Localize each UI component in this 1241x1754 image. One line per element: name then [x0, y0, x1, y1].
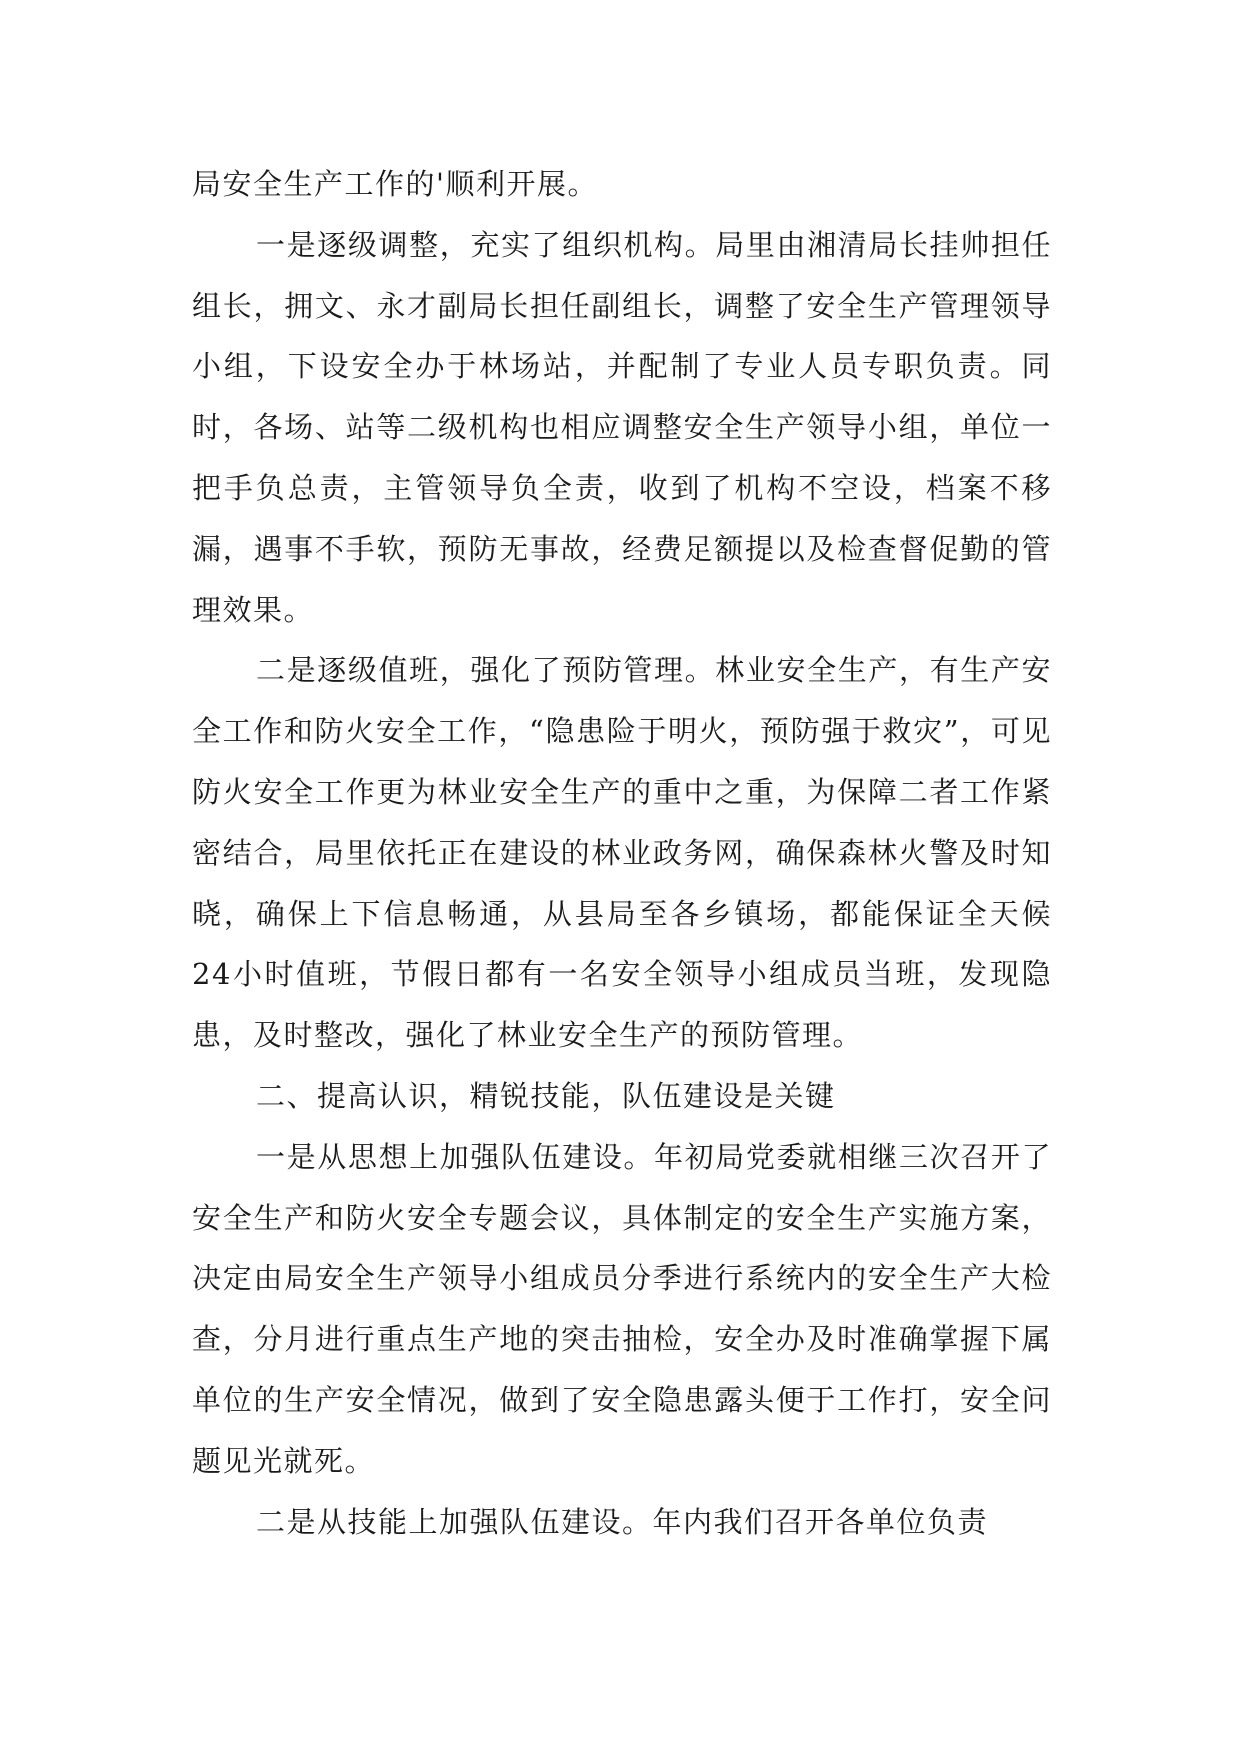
paragraph-duty-shift: 二是逐级值班，强化了预防管理。林业安全生产，有生产安全工作和防火安全工作，“隐患险于明火，预防强于救灾”，可见防火安全工作更为林业安全生产的重中之重，为保障二者工作紧密结合，局里依托正在建设的林业政务网，确保森林火警及时知晓，确保上下信息畅通，从县局至各乡镇场，都能保证全天候24小时值班，节假日都有一名安全领导小组成员当班，发现隐患，及时整改，强化了林业安全生产的预防管理。	[192, 653, 1052, 1053]
paragraph-continuation: 局安全生产工作的'顺利开展。	[192, 167, 598, 201]
document-body	[192, 154, 1052, 1552]
section-heading: 二、提高认识，精锐技能，队伍建设是关键	[256, 1078, 836, 1113]
paragraph-organization: 一是逐级调整，充实了组织机构。局里由湘清局长挂帅担任组长，拥文、永才副局长担任副组长，调整了安全生产管理领导小组，下设安全办于林场站，并配制了专业人员专职负责。同时，各场、站等二级机构也相应调整安全生产领导小组，单位一把手负总责，主管领导负全责，收到了机构不空设，档案不移漏，遇事不手软，预防无事故，经费足额提以及检查督促勤的管理效果。	[192, 227, 1052, 627]
paragraph-skills: 二是从技能上加强队伍建设。年内我们召开各单位负责	[256, 1504, 989, 1539]
paragraph-ideology: 一是从思想上加强队伍建设。年初局党委就相继三次召开了安全生产和防火安全专题会议，具体制定的安全生产实施方案，决定由局安全生产领导小组成员分季进行系统内的安全生产大检查，分月进行重点生产地的突击抽检，安全办及时准确掌握下属单位的生产安全情况，做到了安全隐患露头便于工作打，安全问题见光就死。	[192, 1139, 1052, 1478]
